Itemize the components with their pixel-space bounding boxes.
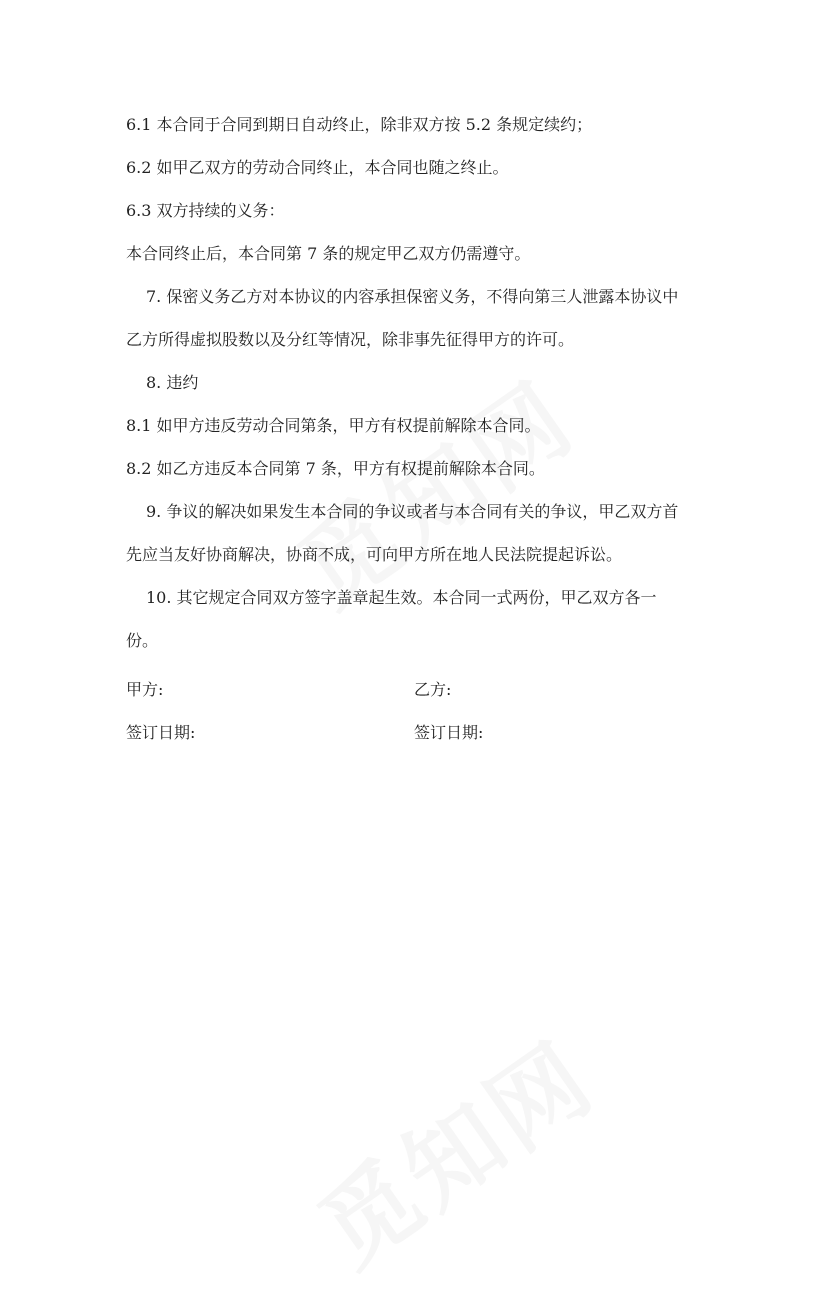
- clause-9-line-2: 先应当友好协商解决，协商不成，可向甲方所在地人民法院提起诉讼。: [126, 545, 623, 564]
- clause-6-3-title: 6.3 双方持续的义务：: [126, 201, 285, 220]
- clause-10-line-1: 10. 其它规定合同双方签字盖章起生效。本合同一式两份，甲乙双方各一: [146, 588, 657, 607]
- clause-10-line-2: 份。: [126, 631, 159, 650]
- sign-date-b-label: 签订日期:: [414, 723, 484, 742]
- clause-7-line-1: 7. 保密义务乙方对本协议的内容承担保密义务，不得向第三人泄露本协议中: [146, 287, 679, 306]
- clause-9-line-1: 9. 争议的解决如果发生本合同的争议或者与本合同有关的争议，甲乙双方首: [146, 502, 679, 521]
- clause-8-2: 8.2 如乙方违反本合同第 7 条，甲方有权提前解除本合同。: [126, 459, 545, 478]
- clause-7-line-2: 乙方所得虚拟股数以及分红等情况，除非事先征得甲方的许可。: [126, 330, 575, 349]
- clause-8-title: 8. 违约: [146, 373, 199, 392]
- watermark-bottom: [288, 1005, 617, 1292]
- clause-6-1: 6.1 本合同于合同到期日自动终止，除非双方按 5.2 条规定续约；: [126, 115, 593, 134]
- party-b-label: 乙方:: [414, 680, 452, 699]
- clause-6-2: 6.2 如甲乙双方的劳动合同终止，本合同也随之终止。: [126, 158, 509, 177]
- sign-date-a-label: 签订日期:: [126, 723, 196, 742]
- party-a-label: 甲方:: [126, 680, 164, 699]
- clause-6-3-text: 本合同终止后，本合同第 7 条的规定甲乙双方仍需遵守。: [126, 244, 531, 263]
- clause-8-1: 8.1 如甲方违反劳动合同第条，甲方有权提前解除本合同。: [126, 416, 541, 435]
